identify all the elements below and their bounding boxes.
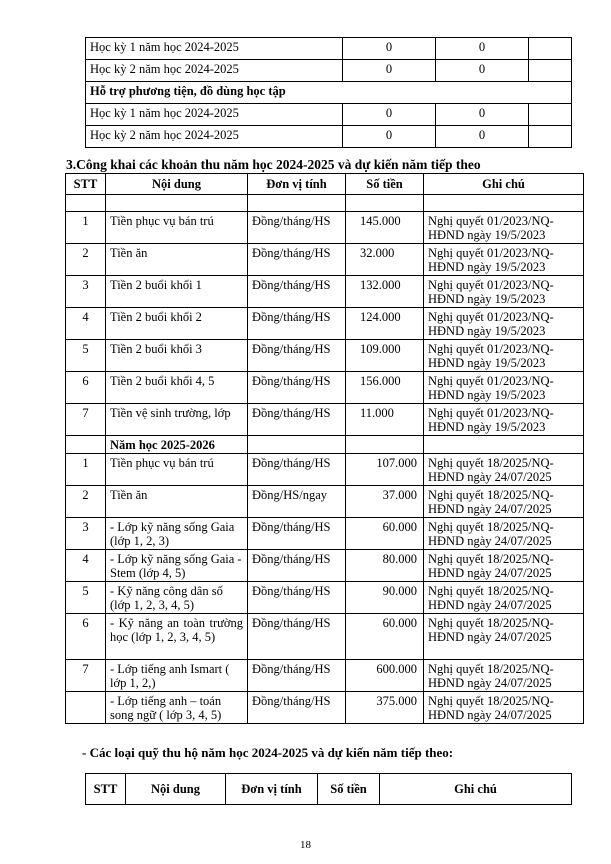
support-table — [85, 37, 572, 148]
empty-cell — [529, 126, 572, 148]
amount-cell: 375.000 — [346, 692, 424, 724]
fees-table — [65, 173, 584, 724]
amount-cell: 80.000 — [346, 550, 424, 582]
table-row — [66, 436, 584, 454]
note-cell: Nghị quyết 01/2023/NQ-HĐND ngày 19/5/2023 — [424, 212, 584, 244]
unit-cell: Đồng/tháng/HS — [248, 276, 346, 308]
header-stt: STT — [66, 174, 106, 195]
funds-table — [85, 773, 572, 805]
note-cell: Nghị quyết 01/2023/NQ-HĐND ngày 19/5/2023 — [424, 404, 584, 436]
note-cell: Nghị quyết 01/2023/NQ-HĐND ngày 19/5/2023 — [424, 372, 584, 404]
value-cell: 0 — [343, 126, 436, 148]
table-row — [66, 550, 584, 582]
section-heading: 3.Công khai các khoản thu năm học 2024-2025 và dự kiến năm tiếp theo — [66, 157, 481, 172]
header-content: Nội dung — [126, 774, 226, 805]
amount-cell: 32.000 — [346, 244, 424, 276]
value-cell: 0 — [343, 104, 436, 126]
note-cell: Nghị quyết 18/2025/NQ-HĐND ngày 24/07/2025 — [424, 518, 584, 550]
amount-cell: 90.000 — [346, 582, 424, 614]
row-label: Học kỳ 2 năm học 2024-2025 — [86, 126, 343, 148]
amount-cell: 600.000 — [346, 660, 424, 692]
value-cell: 0 — [343, 38, 436, 60]
stt-cell: 7 — [66, 660, 106, 692]
table-row — [66, 212, 584, 244]
stt-cell: 1 — [66, 212, 106, 244]
amount-cell: 145.000 — [346, 212, 424, 244]
stt-cell: 4 — [66, 308, 106, 340]
amount-cell: 107.000 — [346, 454, 424, 486]
unit-cell: Đồng/tháng/HS — [248, 244, 346, 276]
unit-cell: Đồng/tháng/HS — [248, 212, 346, 244]
content-cell: - Lớp kỹ năng sống Gaia - Stem (lớp 4, 5) — [106, 550, 248, 582]
amount-cell: 156.000 — [346, 372, 424, 404]
amount-cell: 60.000 — [346, 614, 424, 660]
stt-cell: 1 — [66, 454, 106, 486]
content-cell: - Kỹ năng an toàn trường học (lớp 1, 2, 3, 4, 5) — [106, 614, 248, 660]
value-cell: 0 — [436, 126, 529, 148]
table-row — [66, 308, 584, 340]
unit-cell: Đồng/tháng/HS — [248, 614, 346, 660]
unit-cell: Đồng/tháng/HS — [248, 372, 346, 404]
value-cell: 0 — [343, 60, 436, 82]
stt-cell: 2 — [66, 244, 106, 276]
row-label: Học kỳ 1 năm học 2024-2025 — [86, 104, 343, 126]
amount-cell: 132.000 — [346, 276, 424, 308]
unit-cell: Đồng/tháng/HS — [248, 308, 346, 340]
table-row — [86, 82, 572, 104]
amount-cell: 109.000 — [346, 340, 424, 372]
header-note: Ghi chú — [380, 774, 572, 805]
amount-cell: 60.000 — [346, 518, 424, 550]
content-cell: Tiền vệ sinh trường, lớp — [106, 404, 248, 436]
table-row — [86, 104, 572, 126]
stt-cell: 5 — [66, 582, 106, 614]
table-row — [66, 372, 584, 404]
content-cell: Tiền phục vụ bán trú — [106, 212, 248, 244]
header-amount: Số tiền — [346, 174, 424, 195]
stt-cell: 6 — [66, 614, 106, 660]
amount-cell: 124.000 — [346, 308, 424, 340]
header-unit: Đơn vị tính — [226, 774, 318, 805]
unit-cell: Đồng/tháng/HS — [248, 454, 346, 486]
value-cell: 0 — [436, 38, 529, 60]
value-cell: 0 — [436, 104, 529, 126]
content-cell: - Lớp tiếng anh – toán song ngữ ( lớp 3, 4, 5) — [106, 692, 248, 724]
content-cell: Tiền phục vụ bán trú — [106, 454, 248, 486]
header-unit: Đơn vị tính — [248, 174, 346, 195]
empty-cell — [529, 38, 572, 60]
stt-cell: 4 — [66, 550, 106, 582]
note-cell: Nghị quyết 18/2025/NQ-HĐND ngày 24/07/2025 — [424, 582, 584, 614]
row-label: Học kỳ 2 năm học 2024-2025 — [86, 60, 343, 82]
stt-cell: 3 — [66, 518, 106, 550]
note-cell: Nghị quyết 18/2025/NQ-HĐND ngày 24/07/2025 — [424, 550, 584, 582]
unit-cell: Đồng/tháng/HS — [248, 404, 346, 436]
value-cell: 0 — [436, 60, 529, 82]
table-row — [66, 614, 584, 660]
table-row — [66, 195, 584, 212]
header-note: Ghi chú — [424, 174, 584, 195]
table-row — [66, 518, 584, 550]
stt-cell: 6 — [66, 372, 106, 404]
note-cell: Nghị quyết 01/2023/NQ-HĐND ngày 19/5/2023 — [424, 276, 584, 308]
note-cell: Nghị quyết 18/2025/NQ-HĐND ngày 24/07/2025 — [424, 660, 584, 692]
table-row — [66, 660, 584, 692]
page-number: 18 — [300, 839, 311, 851]
content-cell: Tiền 2 buổi khối 2 — [106, 308, 248, 340]
note-cell: Nghị quyết 18/2025/NQ-HĐND ngày 24/07/2025 — [424, 454, 584, 486]
table-row — [86, 60, 572, 82]
unit-cell: Đồng/tháng/HS — [248, 582, 346, 614]
funds-heading: - Các loại quỹ thu hộ năm học 2024-2025 và dự kiến năm tiếp theo: — [82, 745, 454, 760]
unit-cell: Đồng/tháng/HS — [248, 660, 346, 692]
content-cell: - Lớp kỹ năng sống Gaia (lớp 1, 2, 3) — [106, 518, 248, 550]
section-label: Hỗ trợ phương tiện, đồ dùng học tập — [86, 82, 572, 104]
table-row — [86, 126, 572, 148]
table-header-row — [86, 774, 572, 805]
content-cell: Tiền ăn — [106, 486, 248, 518]
empty-cell — [529, 60, 572, 82]
table-row — [66, 276, 584, 308]
table-row — [66, 404, 584, 436]
note-cell: Nghị quyết 01/2023/NQ-HĐND ngày 19/5/2023 — [424, 340, 584, 372]
table-header-row — [66, 174, 584, 195]
table-row — [66, 454, 584, 486]
stt-cell: 2 — [66, 486, 106, 518]
year-label: Năm học 2025-2026 — [106, 436, 248, 454]
stt-cell: 3 — [66, 276, 106, 308]
unit-cell: Đồng/tháng/HS — [248, 692, 346, 724]
unit-cell: Đồng/tháng/HS — [248, 340, 346, 372]
stt-cell: 5 — [66, 340, 106, 372]
table-row — [66, 582, 584, 614]
header-stt: STT — [86, 774, 126, 805]
unit-cell: Đồng/tháng/HS — [248, 518, 346, 550]
content-cell: Tiền 2 buổi khối 3 — [106, 340, 248, 372]
unit-cell: Đồng/HS/ngay — [248, 486, 346, 518]
amount-cell: 11.000 — [346, 404, 424, 436]
row-label: Học kỳ 1 năm học 2024-2025 — [86, 38, 343, 60]
amount-cell: 37.000 — [346, 486, 424, 518]
note-cell: Nghị quyết 18/2025/NQ-HĐND ngày 24/07/2025 — [424, 614, 584, 660]
stt-cell: 7 — [66, 404, 106, 436]
content-cell: - Kỹ năng công dân số (lớp 1, 2, 3, 4, 5) — [106, 582, 248, 614]
unit-cell: Đồng/tháng/HS — [248, 550, 346, 582]
table-row — [66, 692, 584, 724]
note-cell: Nghị quyết 01/2023/NQ-HĐND ngày 19/5/2023 — [424, 244, 584, 276]
note-cell: Nghị quyết 01/2023/NQ-HĐND ngày 19/5/2023 — [424, 308, 584, 340]
note-cell: Nghị quyết 18/2025/NQ-HĐND ngày 24/07/2025 — [424, 486, 584, 518]
header-amount: Số tiền — [318, 774, 380, 805]
content-cell: - Lớp tiếng anh Ismart ( lớp 1, 2,) — [106, 660, 248, 692]
note-cell: Nghị quyết 18/2025/NQ-HĐND ngày 24/07/2025 — [424, 692, 584, 724]
table-row — [66, 244, 584, 276]
table-row — [86, 38, 572, 60]
table-row — [66, 340, 584, 372]
header-content: Nội dung — [106, 174, 248, 195]
content-cell: Tiền 2 buổi khối 1 — [106, 276, 248, 308]
table-row — [66, 486, 584, 518]
empty-cell — [529, 104, 572, 126]
stt-cell — [66, 692, 106, 724]
content-cell: Tiền ăn — [106, 244, 248, 276]
content-cell: Tiền 2 buổi khối 4, 5 — [106, 372, 248, 404]
